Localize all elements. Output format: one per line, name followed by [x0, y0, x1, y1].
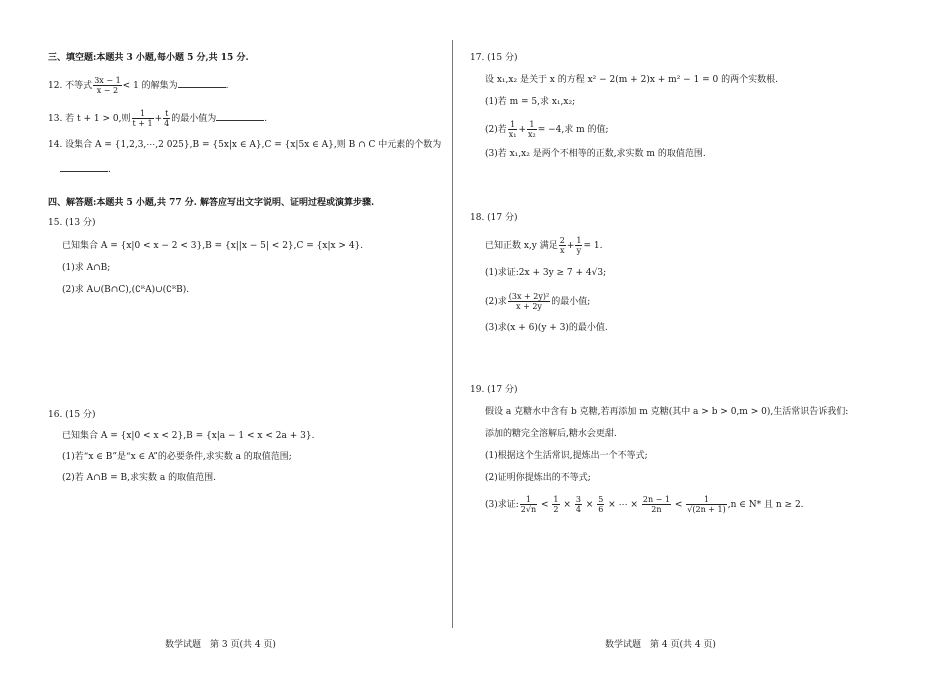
q14-answer-blank[interactable] — [60, 162, 108, 172]
q19-line1: 假设 a 克糖水中含有 b 克糖,若再添加 m 克糖(其中 a > b > 0,m > 0),生活常识告诉我们: — [485, 407, 849, 417]
q17-part3: (3)若 x₁,x₂ 是两个不相等的正数,求实数 m 的取值范围. — [485, 149, 706, 159]
right-page-footer: 数学试题 第 4 页(共 4 页) — [605, 640, 716, 650]
q13-answer-blank[interactable] — [216, 111, 264, 121]
q18-fraction-2: $\frac{1}{y}$ — [576, 236, 582, 255]
q17-fraction-2: $\frac{1}{\text{x₂}}$ — [528, 120, 536, 139]
q18-title: 18. (17 分) — [470, 213, 518, 223]
question-14-answer: . — [60, 162, 111, 176]
q16-part1: (1)若“x ∈ B”是“x ∈ A”的必要条件,求实数 a 的取值范围; — [62, 452, 292, 462]
q17-part1: (1)若 m = 5,求 x₁,x₂; — [485, 97, 576, 107]
q19-part3: (3)求证: $\frac{1}{2√n}$ < $\frac{1}{2}$ × $\frac{3}{4}$ × $\frac{5}{6}$ × ⋯ × $\frac{2n - 1}{2n}$ < $\frac{1}{√(2n + 1)}$ ,n ∈ N* 且 n ≥ 2. — [485, 495, 804, 514]
q17-fraction-1: $\frac{1}{\text{x₁}}$ — [508, 120, 517, 139]
q19-part2: (2)证明你提炼出的不等式; — [485, 473, 591, 483]
q15-given: 已知集合 A = {x|0 < x − 2 < 3},B = {x||x − 5| < 2},C = {x|x > 4}. — [62, 241, 364, 251]
q12-answer-blank[interactable] — [178, 78, 226, 88]
q18-fraction-1: $\frac{2}{x}$ — [559, 236, 565, 255]
q18-part1: (1)求证:2x + 3y ≥ 7 + 4√3; — [485, 268, 607, 278]
q19-fraction-2: $\frac{1}{2}$ — [553, 495, 559, 514]
q18-fraction-3: $\frac{\text{(3x + 2y)²}}{x + 2y}$ — [508, 292, 550, 311]
q17-part2: (2)若 $\frac{1}{\text{x₁}}$ + $\frac{1}{\text{x₂}}$ = −4,求 m 的值; — [485, 120, 609, 139]
q18-part3: (3)求(x + 6)(y + 3)的最小值. — [485, 323, 608, 333]
q16-part2: (2)若 A∩B = B,求实数 a 的取值范围. — [62, 473, 216, 483]
q15-part2: (2)求 A∪(B∩C),(∁ᴿA)∪(∁ᴿB). — [62, 285, 190, 295]
question-13: 13. 若 t + 1 > 0,则 $\frac{1}{t + 1}$ + $\frac{t}{4}$ 的最小值为 . — [48, 109, 268, 128]
q13-fraction-2: $\frac{t}{4}$ — [164, 109, 170, 128]
q19-fraction-3: $\frac{3}{4}$ — [575, 495, 581, 514]
q18-part2: (2)求 $\frac{\text{(3x + 2y)²}}{x + 2y}$ 的最小值; — [485, 292, 591, 311]
q19-fraction-6: $\frac{1}{√(2n + 1)}$ — [687, 495, 726, 514]
q15-part1: (1)求 A∩B; — [62, 263, 111, 273]
q19-fraction-5: $\frac{2n - 1}{2n}$ — [642, 495, 670, 514]
q19-part1: (1)根据这个生活常识,提炼出一个不等式; — [485, 451, 648, 461]
q15-title: 15. (13 分) — [48, 218, 96, 228]
page-divider — [452, 40, 453, 628]
q12-fraction: $\frac{3x - 1}{x - 2}$ — [94, 76, 121, 95]
q17-given: 设 x₁,x₂ 是关于 x 的方程 x² − 2(m + 2)x + m² − 1 = 0 的两个实数根. — [485, 75, 779, 85]
left-page-footer: 数学试题 第 3 页(共 4 页) — [165, 640, 276, 650]
q16-given: 已知集合 A = {x|0 < x < 2},B = {x|a − 1 < x < 2a + 3}. — [62, 431, 315, 441]
q19-fraction-1: $\frac{1}{2√n}$ — [520, 495, 537, 514]
q18-given: 已知正数 x,y 满足 $\frac{2}{x}$ + $\frac{1}{y}$ = 1. — [485, 236, 603, 255]
question-14: 14. 设集合 A = {1,2,3,⋯,2 025},B = {5x|x ∈ A},C = {x|5x ∈ A},则 B ∩ C 中元素的个数为 — [48, 140, 442, 150]
q19-title: 19. (17 分) — [470, 385, 518, 395]
section4-header: 四、解答题:本题共 5 小题,共 77 分. 解答应写出文字说明、证明过程或演算步骤. — [48, 198, 375, 208]
q19-line2: 添加的糖完全溶解后,糖水会更甜. — [485, 429, 617, 439]
q17-title: 17. (15 分) — [470, 53, 518, 63]
section3-header: 三、填空题:本题共 3 小题,每小题 5 分,共 15 分. — [48, 53, 249, 63]
q19-fraction-4: $\frac{5}{6}$ — [598, 495, 604, 514]
question-12: 12. 不等式 $\frac{3x - 1}{x - 2}$ < 1 的解集为 . — [48, 76, 229, 95]
right-page — [455, 0, 950, 688]
q12-text: 12. 不等式 — [48, 81, 93, 91]
left-page — [0, 0, 450, 688]
q13-fraction-1: $\frac{1}{t + 1}$ — [132, 109, 153, 128]
q16-title: 16. (15 分) — [48, 410, 96, 420]
